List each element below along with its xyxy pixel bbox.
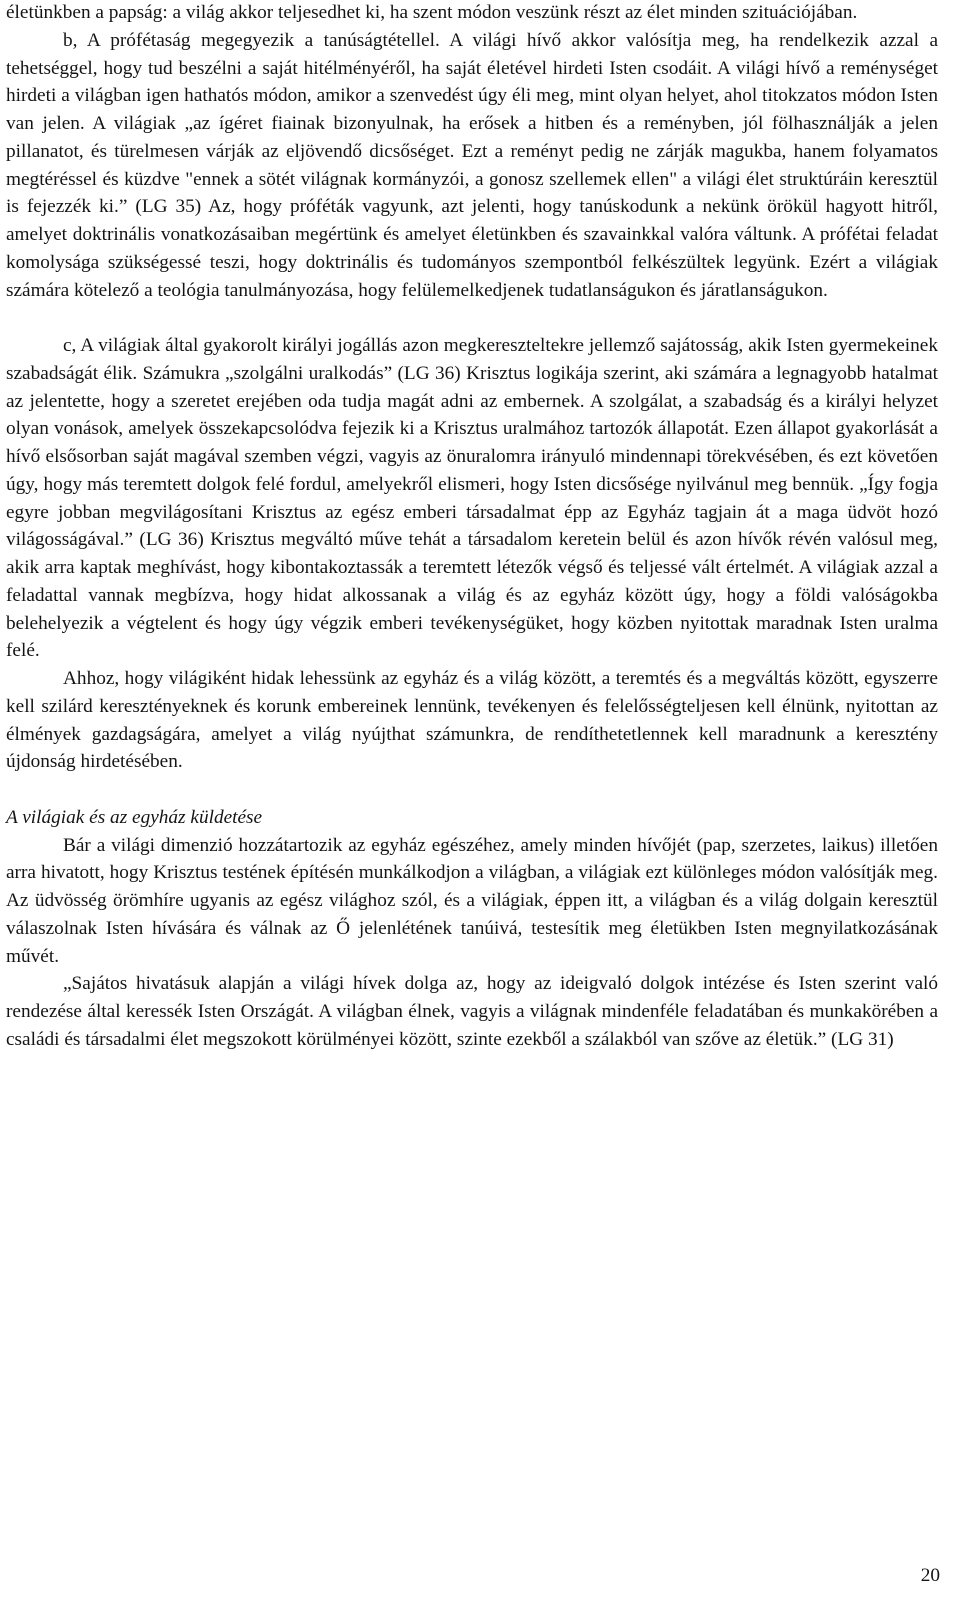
paragraph-bridges: Ahhoz, hogy világiként hidak lehessünk az egyház és a világ között, a teremtés és a megváltás között, egyszerre kell szilárd keresztényeknek és korunk embereinek lennünk, tevékenyen és felelősségteljesen kell élnünk, nyitottan az élmények gazdagságára, amelyet a világ nyújthat számunkra, de rendíthetetlennek kell maradnunk a keresztény újdonság hirdetésében. <box>6 668 938 773</box>
paragraph-kingship: c, A világiak által gyakorolt királyi jogállás azon megkereszteltekre jellemző sajátosság, akik Isten gyermekeinek szabadságát élik. Számukra „szolgálni uralkodás” (LG 36) Krisztus logikája szerint, aki számára a legnagyobb hatalmat az jelentette, hogy a szeretet erejében oda tudja magát adni az embernek. A szolgálat, a szabadság és a királyi helyzet olyan vonások, amelyek összekapcsolódva fejezik ki a Krisztus uralmához tartozók állapotát. Ezen állapot gyakorlását a hívő elsősorban saját magával szemben végzi, vagyis az önuralomra irányuló mindennapi törekvésében, és ezt követően úgy, hogy más teremtett dolgok felé fordul, amelyekről elismeri, hogy Isten dicsősége nyilvánul meg bennük. „Így fogja egyre jobban megvilágosítani Krisztus az egész emberi társadalmat épp az Egyház tagjain át a maga üdvöt hozó világosságával.” (LG 36) Krisztus megváltó műve tehát a társadalom keretein belül és azon hívők révén valósul meg, akik arra kaptak meghívást, hogy kibontakoztassák a teremtett létezők végső és teljessé vált értelmét. A világiak azzal a feladattal vannak megbízva, hogy hidat alkossanak a világ és az egyház között úgy, hogy a földi valóságokba belehelyezik a végtelent és hogy úgy végzik emberi tevékenységüket, hogy közben nyitottak maradnak Isten uralma felé. <box>6 335 938 662</box>
paragraph-prophecy: b, A prófétaság megegyezik a tanúságtétellel. A világi hívő akkor valósítja meg, ha rendelkezik azzal a tehetséggel, hogy tud beszélni a saját hitélményéről, ha saját életével hirdeti Isten csodáit. A világi hívő a reménységet hirdeti a világban igen hathatós módon, amikor a szenvedést úgy éli meg, mint olyan helyet, ahol titokzatos módon Isten van jelen. A világiak „az ígéret fiainak bizonyulnak, ha erősek a hitben és a reményben, jól fölhasználják a jelen pillanatot, és türelmesen várják az eljövendő dicsőséget. Ezt a reményt pedig ne zárják magukba, hanem folyamatos megtéréssel és küzdve "ennek a sötét világnak kormányzói, a gonosz szellemek ellen" a világi élet struktúráin keresztül is fejezzék ki.” (LG 35) Az, hogy próféták vagyunk, azt jelenti, hogy tanúskodunk a nekünk örökül hagyott hitről, amelyet doktrinális vonatkozásaiban megértünk és amelyet életünkben és szavainkkal valóra váltunk. A prófétai feladat komolysága szükségessé teszi, hogy doktrinális és tudományos szempontból felkészültek legyünk. Ezért a világiak számára kötelező a teológia tanulmányozása, hogy felülemelkedjenek tudatlanságukon és járatlanságukon. <box>6 29 938 301</box>
section-heading: A világiak és az egyház küldetése <box>6 806 263 828</box>
paragraph-continuation: életünkben a papság: a világ akkor teljesedhet ki, ha szent módon veszünk részt az élet minden szituációjában. <box>6 2 858 23</box>
paragraph-quote-lg31: „Sajátos hivatásuk alapján a világi hívek dolga az, hogy az ideigvaló dolgok intézése és Isten szerint való rendezése által keressék Isten Országát. A világban élnek, vagyis a világnak mindenféle feladatában és munkakörében a családi és társadalmi élet megszokott körülményei között, szinte ezekből a szálakból van szőve az életük.” (LG 31) <box>6 973 938 1050</box>
document-page <box>6 0 938 1054</box>
paragraph-secular-dimension: Bár a világi dimenzió hozzátartozik az egyház egészéhez, amely minden hívőjét (pap, szerzetes, laikus) illetően arra hivatott, hogy Krisztus testének építésén munkálkodjon a világban, a világiak ezt különleges módon valósítják meg. Az üdvösség örömhíre ugyanis az egész világhoz szól, és a világiak, éppen itt, a világban és a világ dolgain keresztül válaszolnak Isten hívására és válnak az Ő jelenlétének tanúivá, testesítik meg életükben Isten megnyilatkozásának művét. <box>6 834 938 967</box>
page-number: 20 <box>920 1565 940 1586</box>
